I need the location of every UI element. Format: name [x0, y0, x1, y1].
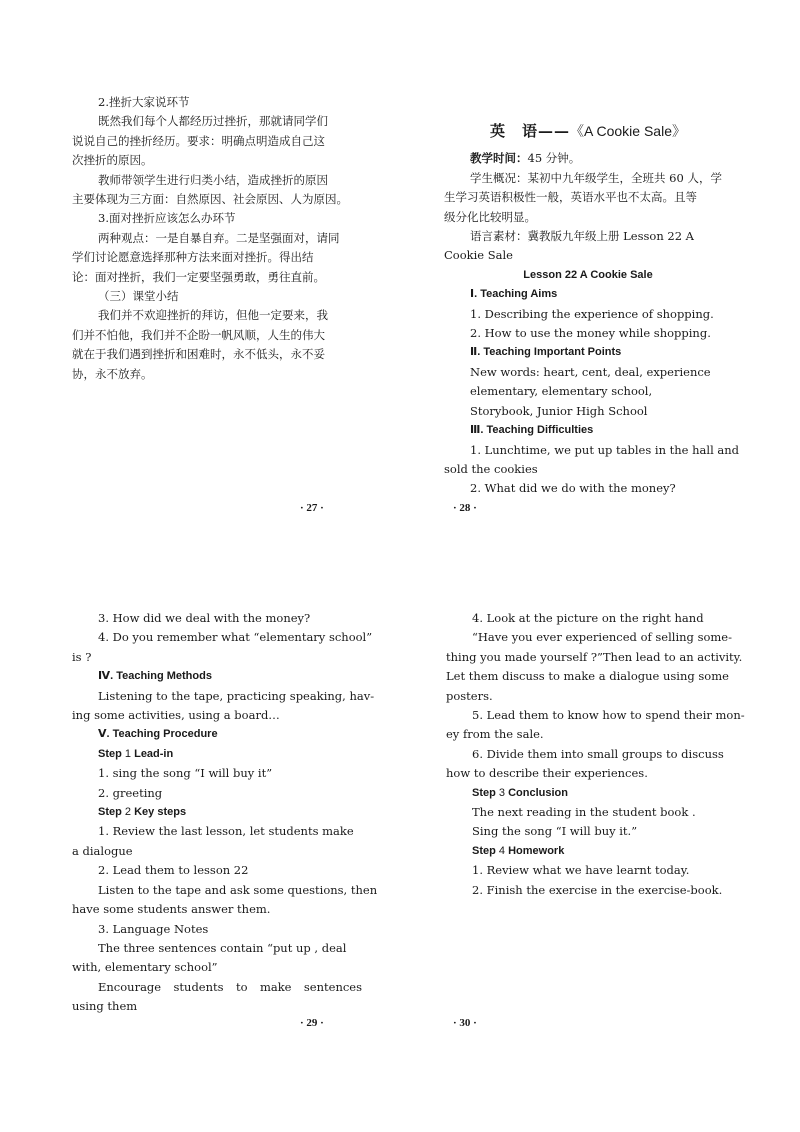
step-item: 2. Lead them to lesson 22 [98, 863, 249, 878]
step-item: a dialogue [72, 843, 133, 858]
section-heading: 3.面对挫折应该怎么办环节 [98, 211, 236, 226]
page-27-text [72, 93, 362, 384]
step-heading [72, 745, 362, 764]
step-item: ey from the sale. [446, 727, 544, 742]
aim-item: 1. Describing the experience of shopping. [470, 306, 714, 321]
step-label: Step [98, 806, 122, 819]
overview-line: 学生概况：某初中九年级学生，全班共 60 人，学 [470, 170, 722, 185]
time-value: 45 分钟。 [527, 151, 581, 166]
page-30-text [446, 609, 745, 900]
page-number: · 28 · [453, 502, 477, 514]
procedure-heading: Ⅴ. Teaching Procedure [98, 728, 218, 741]
paragraph-line: 协，永不放弃。 [72, 366, 153, 381]
difficulties-heading: Ⅲ. Teaching Difficulties [470, 424, 594, 437]
paragraph-line: 次挫折的原因。 [72, 153, 153, 168]
page-number: · 29 · [300, 1017, 324, 1029]
lesson-title [444, 122, 732, 141]
step-item: “Have you ever experienced of selling some- [472, 630, 732, 645]
aims-heading: Ⅰ. Teaching Aims [470, 288, 558, 301]
title-cn: 英 语—— [490, 122, 571, 140]
paragraph-line: 学们讨论愿意选择那种方法来面对挫折。得出结 [72, 250, 314, 265]
section-heading: （三）课堂小结 [98, 289, 179, 304]
aim-item: 2. How to use the money while shopping. [470, 326, 711, 341]
step-item: using them [72, 999, 138, 1014]
methods-line: Listening to the tape, practicing speaking, hav- [98, 688, 375, 703]
step-item: 5. Lead them to know how to spend their mon- [472, 708, 745, 723]
step-label: Step [472, 844, 496, 857]
paragraph-line: 们并不怕他，我们并不企盼一帆风顺，人生的伟大 [72, 327, 325, 342]
step-item: Sing the song “I will buy it.” [472, 824, 638, 839]
paragraph-line: 说说自己的挫折经历。要求：明确点明造成自己这 [72, 133, 325, 148]
step-label: Step [472, 786, 496, 799]
paragraph-line: 就在于我们遇到挫折和困难时，永不低头，永不妥 [72, 347, 325, 362]
step-number: 2 [124, 806, 132, 819]
step-heading [72, 803, 362, 822]
step-heading [446, 784, 736, 803]
title-en: 《A Cookie Sale》 [570, 123, 686, 139]
methods-heading: Ⅳ. Teaching Methods [98, 670, 212, 683]
step-item: 4. Look at the picture on the right hand [472, 611, 704, 625]
section-heading: 2.挫折大家说环节 [98, 95, 190, 109]
step-item: have some students answer them. [72, 902, 271, 917]
step-name: Lead-in [134, 747, 174, 760]
step-number: 4 [498, 844, 506, 857]
step-name: Conclusion [508, 786, 568, 799]
step-label: Step [98, 747, 122, 760]
step-heading [446, 842, 736, 861]
step-item: Listen to the tape and ask some questions, then [98, 882, 378, 897]
step-item: 2. Finish the exercise in the exercise-book. [472, 882, 723, 897]
methods-line: ing some activities, using a board… [72, 708, 280, 723]
step-item: thing you made yourself ?”Then lead to an activity. [446, 649, 743, 664]
paragraph-line: 教师带领学生进行归类小结，造成挫折的原因 [98, 172, 328, 187]
overview-line: 生学习英语积极性一般，英语水平也不太高。且等 [444, 190, 697, 205]
step-name: Homework [508, 844, 565, 857]
step-item: how to describe their experiences. [446, 766, 648, 781]
difficulty-item: 1. Lunchtime, we put up tables in the hall and [470, 442, 740, 457]
step-item: with, elementary school” [72, 960, 218, 975]
difficulty-item: 3. How did we deal with the money? [98, 611, 311, 625]
paragraph-line: 既然我们每个人都经历过挫折，那就请同学们 [98, 114, 328, 129]
page-number: · 27 · [300, 502, 324, 514]
step-item: The three sentences contain “put up , deal [98, 940, 347, 955]
time-line [444, 149, 732, 168]
step-item: posters. [446, 688, 493, 703]
step-item: 2. greeting [98, 785, 163, 800]
paragraph-line: 两种观点：一是自暴自弃。二是坚强面对，请同 [98, 230, 340, 245]
lesson-heading: Lesson 22 A Cookie Sale [523, 268, 653, 281]
difficulty-item: is ? [72, 649, 92, 664]
step-item: Encourage students to make sentences [98, 979, 362, 994]
paragraph-line: 论：面对挫折，我们一定要坚强勇敢，勇往直前。 [72, 269, 325, 284]
page-number: · 30 · [453, 1017, 477, 1029]
points-line: Storybook, Junior High School [470, 403, 648, 418]
points-line: elementary, elementary school, [470, 384, 653, 399]
difficulty-item: 4. Do you remember what “elementary school” [98, 630, 373, 645]
points-heading: Ⅱ. Teaching Important Points [470, 346, 622, 359]
overview-line: 级分化比较明显。 [444, 209, 536, 224]
step-item: The next reading in the student book . [472, 805, 696, 820]
paragraph-line: 我们并不欢迎挫折的拜访，但他一定要来，我 [98, 308, 328, 323]
step-item: 1. Review the last lesson, let students make [98, 824, 354, 839]
step-item: 1. sing the song “I will buy it” [98, 766, 273, 781]
difficulty-item: 2. What did we do with the money? [470, 481, 676, 496]
step-item: 1. Review what we have learnt today. [472, 863, 690, 878]
material-line: 语言素材：冀教版九年级上册 Lesson 22 A [470, 229, 694, 244]
page-28-text [444, 122, 740, 499]
step-item: Let them discuss to make a dialogue using some [446, 669, 729, 684]
time-label: 教学时间： [470, 151, 528, 166]
step-number: 3 [498, 786, 506, 799]
difficulty-item: sold the cookies [444, 461, 538, 476]
page-29-text [72, 609, 378, 1017]
step-name: Key steps [134, 806, 187, 819]
step-item: 6. Divide them into small groups to discuss [472, 746, 724, 761]
step-number: 1 [124, 747, 132, 760]
material-line: Cookie Sale [444, 248, 513, 263]
points-line: New words: heart, cent, deal, experience [470, 364, 711, 379]
step-item: 3. Language Notes [98, 921, 209, 936]
paragraph-line: 主要体现为三方面：自然原因、社会原因、人为原因。 [72, 192, 348, 207]
